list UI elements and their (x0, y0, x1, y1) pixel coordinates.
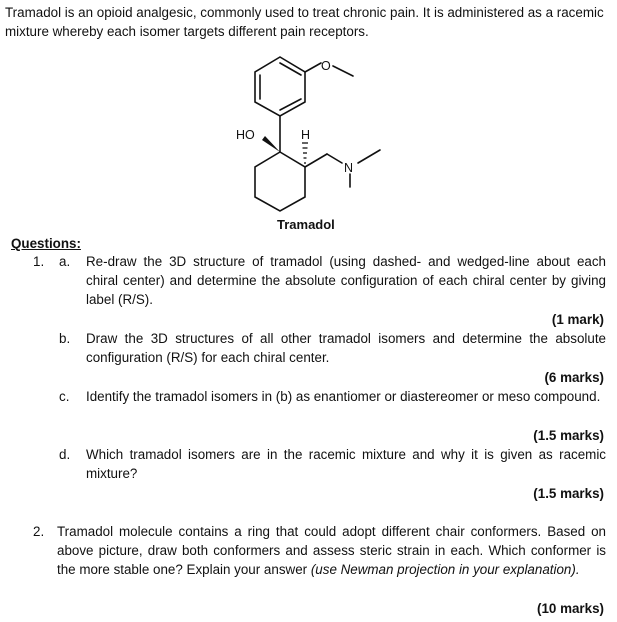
q1c-letter: c. (59, 389, 70, 404)
q1b-marks: (6 marks) (544, 370, 604, 385)
q2-number: 2. (33, 524, 45, 539)
q1c-text: Identify the tramadol isomers in (b) as enantiomer or diastereomer or meso compound. (86, 389, 601, 404)
q2-text-italic: (use Newman projection in your explanation). (310, 562, 580, 577)
structure-caption: Tramadol (277, 217, 335, 232)
hydrogen-label: H (301, 128, 311, 142)
q1d-letter: d. (59, 447, 71, 462)
tramadol-structure (200, 52, 430, 237)
intro-paragraph: Tramadol is an opioid analgesic, commonly used to treat chronic pain. It is administered as a racemic mixture whereby each isomer targets different pain receptors. (5, 5, 604, 39)
tramadol-skeletal-formula (200, 52, 430, 232)
q1a-text: Re-draw the 3D structure of tramadol (using dashed- and wedged-line about each chiral center) and determine the absolute configuration of each chiral center by giving label (R/S). (86, 254, 606, 307)
oxygen-label: O (321, 59, 331, 73)
hash-bond (302, 143, 308, 163)
q1b-text: Draw the 3D structures of all other tramadol isomers and determine the absolute configuration (R/S) for each chiral center. (86, 331, 606, 365)
q1a-letter: a. (59, 254, 71, 269)
questions-heading: Questions: (11, 236, 81, 251)
q1-number: 1. (33, 254, 45, 269)
benzene-ring (255, 57, 305, 116)
q1a-marks: (1 mark) (551, 312, 604, 327)
q1c-marks: (1.5 marks) (533, 428, 604, 443)
q1b-letter: b. (59, 331, 71, 346)
q2-text-main: Tramadol molecule contains a ring that could adopt different chair conformers. Based on above picture, draw both conformers and assess steric strain in each. Which conformer is the more stable one? Explain your answer (57, 524, 606, 577)
hydroxyl-label: HO (236, 128, 255, 142)
q1d-text: Which tramadol isomers are in the racemic mixture and why it is given as racemic mixture? (86, 447, 606, 481)
wedge-bond (262, 136, 280, 152)
q2-marks: (10 marks) (537, 601, 604, 616)
cyclohexane-ring (255, 152, 305, 211)
q2-text (57, 522, 606, 579)
nitrogen-label: N (344, 161, 354, 175)
q1d-marks: (1.5 marks) (533, 486, 604, 501)
